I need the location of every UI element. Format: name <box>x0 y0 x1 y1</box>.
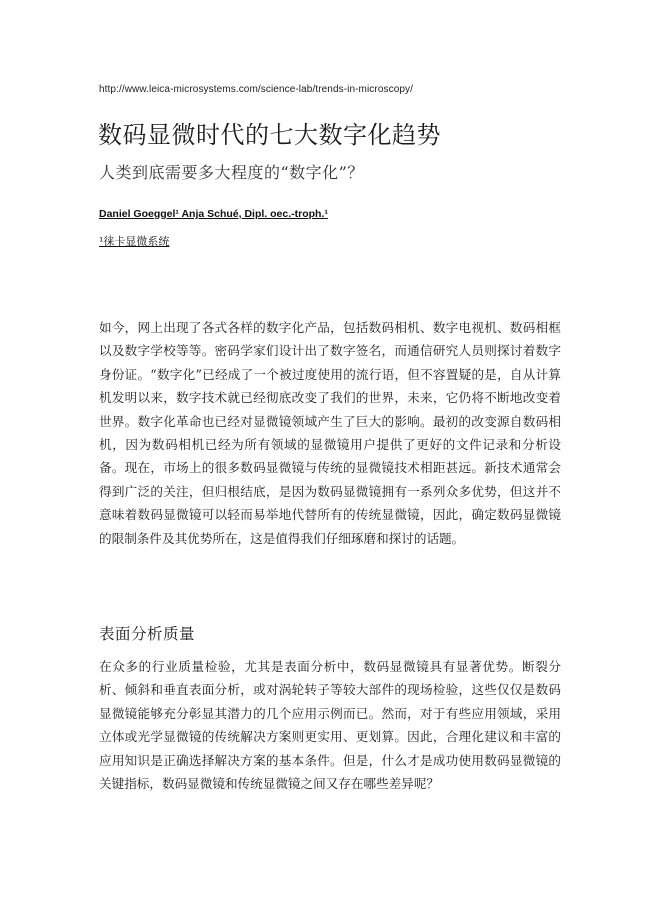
affiliation: ¹徕卡显微系统 <box>99 235 170 248</box>
page-subtitle: 人类到底需要多大程度的“数字化”？ <box>99 163 364 182</box>
page-title: 数码显微时代的七大数字化趋势 <box>98 121 441 149</box>
section-heading: 表面分析质量 <box>99 625 196 643</box>
author-line: Daniel Goeggel¹ Anja Schué, Dipl. oec.-troph.¹ <box>99 208 328 220</box>
section-paragraph: 在众多的行业质量检验，尤其是表面分析中，数码显微镜具有显著优势。断裂分析、倾斜和垂直表面分析，或对涡轮转子等较大部件的现场检验，这些仅仅是数码显微镜能够充分彰显其潜力的几个应用示例而已。然而，对于有些应用领域，采用立体或光学显微镜的传统解决方案则更实用、更划算。因此，合理化建议和丰富的应用知识是正确选择解决方案的基本条件。但是，什么才是成功使用数码显微镜的关键指标，数码显微镜和传统显微镜之间又存在哪些差异呢？ <box>99 659 561 792</box>
source-url: http://www.leica-microsystems.com/science-lab/trends-in-microscopy/ <box>99 84 414 95</box>
intro-paragraph: 如今，网上出现了各式各样的数字化产品，包括数码相机、数字电视机、数码相框以及数字学校等等。密码学家们设计出了数字签名，而通信研究人员则探讨着数字身份证。“数字化”已经成了一个被过度使用的流行语，但不容置疑的是，自从计算机发明以来，数字技术就已经彻底改变了我们的世界，未来，它仍将不断地改变着世界。数字化革命也已经对显微镜领域产生了巨大的影响。最初的改变源自数码相机，因为数码相机已经为所有领域的显微镜用户提供了更好的文件记录和分析设备。现在，市场上的很多数码显微镜与传统的显微镜技术相距甚远。新技术通常会得到广泛的关注，但归根结底，是因为数码显微镜拥有一系列众多优势，但这并不意味着数码显微镜可以轻而易举地代替所有的传统显微镜，因此，确定数码显微镜的限制条件及其优势所在，这是值得我们仔细琢磨和探讨的话题。 <box>99 320 561 546</box>
